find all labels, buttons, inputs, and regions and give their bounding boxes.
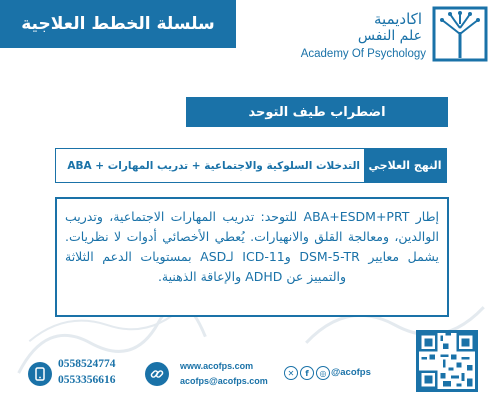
link-glyph <box>150 367 164 381</box>
facebook-icon[interactable]: f <box>300 366 314 380</box>
approach-label: النهج العلاجي <box>364 149 446 182</box>
logo-arabic-line1: اكاديمية <box>374 10 422 28</box>
logo-arabic-line2: علم النفس <box>357 28 422 44</box>
tree-logo-icon <box>432 6 488 62</box>
email-link[interactable]: acofps@acofps.com <box>180 376 268 386</box>
academy-logo <box>258 6 488 66</box>
social-handle[interactable]: @acofps <box>331 367 371 378</box>
therapeutic-approach-row <box>55 148 447 183</box>
section-title-text: اضطراب طيف التوحد <box>248 104 386 120</box>
x-icon[interactable]: ✕ <box>284 366 298 380</box>
section-title <box>186 97 448 127</box>
instagram-icon[interactable]: ◎ <box>316 366 330 380</box>
website-link[interactable]: www.acofps.com <box>180 361 254 371</box>
description-box <box>55 197 449 317</box>
series-title-banner <box>0 0 236 48</box>
qr-pattern <box>419 333 475 389</box>
description-text: إطار ABA+ESDM+PRT للتوحد: تدريب المهارات الاجتماعية، وتدريب الوالدين، ومعالجة القلق والانهيارات. يُعطي الأخصائي أدوات لا نظريات. يشمل معايير DSM-5-TR وICD-11 لـASD بمستويات الدعم الثلاثة والتمييز عن ADHD والإعاقة الذهنية. <box>65 209 440 284</box>
logo-english: Academy Of Psychology <box>300 48 426 60</box>
phone-icon[interactable] <box>28 362 52 386</box>
link-icon[interactable] <box>145 362 169 386</box>
phone-number-2[interactable]: 0553356616 <box>58 374 116 386</box>
approach-value: التدخلات السلوكية والاجتماعية + تدريب المهارات + ABA <box>67 159 360 172</box>
series-title: سلسلة الخطط العلاجية <box>21 14 215 34</box>
phone-glyph <box>34 367 46 381</box>
phone-number-1[interactable]: 0558524774 <box>58 358 116 370</box>
qr-code[interactable] <box>416 330 478 392</box>
